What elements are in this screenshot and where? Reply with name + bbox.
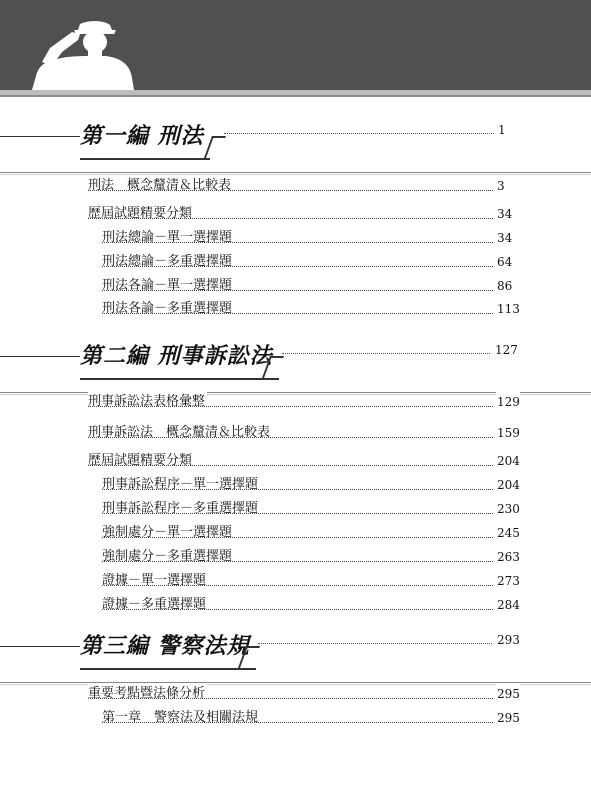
page-number: 159 (496, 423, 520, 443)
toc-entry[interactable] (102, 299, 518, 319)
part-title: 第二編 刑事訴訟法 (80, 338, 279, 380)
leader-dots (102, 536, 493, 538)
toc-entry[interactable] (102, 571, 518, 591)
entry-label: 歷屆試題精要分類 (88, 451, 194, 471)
page-number: 64 (496, 252, 512, 272)
entry-label: 刑法總論－多重選擇題 (102, 252, 234, 272)
part-heading-2 (0, 338, 591, 378)
toc-entry[interactable] (88, 204, 518, 224)
page-number: 230 (496, 499, 520, 519)
entry-label: 刑法總論－單一選擇題 (102, 228, 234, 248)
part-title: 第三編 警察法規 (80, 628, 256, 670)
entry-label: 證據－單一選擇題 (102, 571, 208, 591)
page-number: 127 (495, 343, 518, 357)
part-heading-1 (0, 118, 591, 158)
entry-label: 刑事訴訟法表格彙整 (88, 392, 207, 412)
toc-entry[interactable] (102, 228, 518, 248)
toc-entry[interactable] (88, 392, 518, 412)
entry-label: 強制處分－多重選擇題 (102, 547, 234, 567)
leader-dots (88, 464, 493, 466)
saluting-officer-icon (28, 18, 148, 90)
leader-dots (102, 241, 493, 243)
entry-label: 證據－多重選擇題 (102, 595, 208, 615)
leader-dots (88, 189, 493, 191)
entry-label: 刑事訴訟程序－單一選擇題 (102, 475, 260, 495)
toc-entry[interactable] (102, 708, 518, 728)
entry-label: 刑法各論－多重選擇題 (102, 299, 234, 319)
toc-entry[interactable] (88, 423, 518, 443)
page-number: 34 (496, 228, 512, 248)
leader-dots (282, 352, 490, 354)
entry-label: 刑法 概念釐清＆比較表 (88, 176, 233, 196)
entry-label: 刑法各論－單一選擇題 (102, 276, 234, 296)
part-title: 第一編 刑法 (80, 118, 210, 160)
divider (0, 172, 591, 173)
toc-entry[interactable] (102, 595, 518, 615)
leader-dots (102, 608, 493, 610)
page-number: 295 (496, 684, 520, 704)
toc-entry[interactable] (88, 451, 518, 471)
page-number: 284 (496, 595, 520, 615)
leader-dots (224, 132, 494, 134)
toc-entry[interactable] (102, 276, 518, 296)
leader-dots (102, 312, 493, 314)
page-number: 295 (496, 708, 520, 728)
leader-dots (102, 265, 493, 267)
toc-entry[interactable] (102, 499, 518, 519)
heading-rule (0, 136, 80, 137)
toc-entry[interactable] (102, 252, 518, 272)
page-number: 3 (496, 176, 505, 196)
divider (0, 174, 591, 175)
leader-dots (102, 488, 493, 490)
header-stripe-dark (0, 95, 591, 97)
leader-dots (102, 560, 493, 562)
entry-label: 刑事訴訟程序－多重選擇題 (102, 499, 260, 519)
toc-entry[interactable] (102, 523, 518, 543)
leader-dots (88, 217, 493, 219)
page-number: 86 (496, 276, 512, 296)
heading-rule (0, 646, 80, 647)
entry-label: 重要考點暨法條分析 (88, 684, 207, 704)
heading-rule (0, 356, 80, 357)
part-heading-3 (0, 628, 591, 668)
leader-dots (102, 584, 493, 586)
leader-dots (88, 436, 493, 438)
leader-dots (88, 697, 493, 699)
page-number: 293 (497, 633, 520, 647)
page-number: 263 (496, 547, 520, 567)
toc-entry[interactable] (88, 684, 518, 704)
entry-label: 第一章 警察法及相關法規 (102, 708, 260, 728)
page-number: 245 (496, 523, 520, 543)
leader-dots (102, 512, 493, 514)
leader-dots (102, 721, 493, 723)
toc-entry[interactable] (88, 176, 518, 196)
entry-label: 刑事訴訟法 概念釐清＆比較表 (88, 423, 272, 443)
leader-dots (258, 642, 492, 644)
page-number: 204 (496, 451, 520, 471)
toc-entry[interactable] (102, 475, 518, 495)
page-number: 273 (496, 571, 520, 591)
entry-label: 歷屆試題精要分類 (88, 204, 194, 224)
page-number: 204 (496, 475, 520, 495)
page-number: 113 (496, 299, 520, 319)
divider (0, 682, 591, 683)
page-number: 1 (498, 123, 506, 137)
page-number: 129 (496, 392, 520, 412)
entry-label: 強制處分－單一選擇題 (102, 523, 234, 543)
leader-dots (102, 289, 493, 291)
page-number: 34 (496, 204, 512, 224)
leader-dots (88, 405, 493, 407)
toc-entry[interactable] (102, 547, 518, 567)
